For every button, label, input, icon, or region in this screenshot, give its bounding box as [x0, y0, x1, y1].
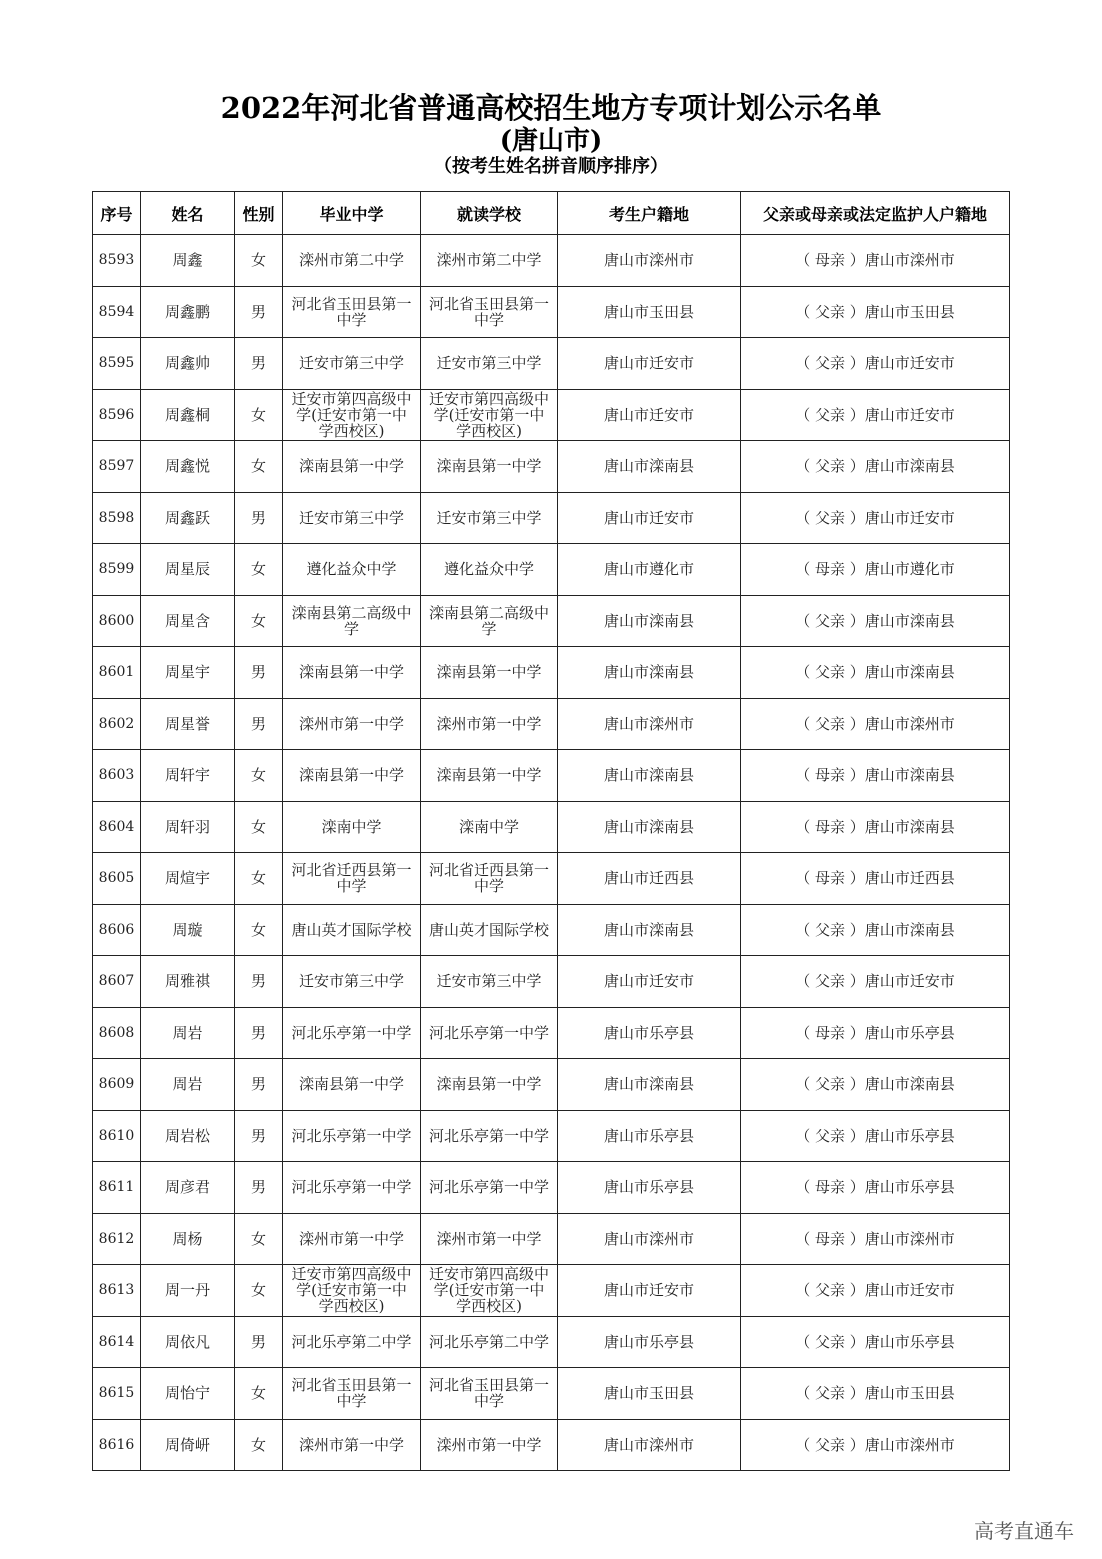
cell-gender: 女	[235, 544, 283, 596]
table-row	[93, 698, 1010, 750]
cell-household-registration: 唐山市滦南县	[558, 904, 741, 956]
cell-name: 周煊宇	[141, 853, 235, 905]
cell-guardian-registration: （ 父亲 ）唐山市乐亭县	[741, 1316, 1010, 1368]
table-row	[93, 750, 1010, 802]
cell-name: 周星含	[141, 595, 235, 647]
cell-current-school: 滦南中学	[421, 801, 558, 853]
cell-graduated-school: 唐山英才国际学校	[283, 904, 421, 956]
cell-graduated-school: 迁安市第三中学	[283, 492, 421, 544]
cell-current-school: 滦南县第一中学	[421, 441, 558, 493]
cell-guardian-registration: （ 母亲 ）唐山市迁西县	[741, 853, 1010, 905]
cell-seq: 8611	[93, 1162, 141, 1214]
cell-name: 周一丹	[141, 1265, 235, 1317]
cell-seq: 8604	[93, 801, 141, 853]
cell-graduated-school: 滦南县第一中学	[283, 647, 421, 699]
cell-current-school: 河北省玉田县第一中学	[421, 286, 558, 338]
cell-name: 周鑫	[141, 235, 235, 287]
cell-seq: 8601	[93, 647, 141, 699]
cell-graduated-school: 滦南县第一中学	[283, 1059, 421, 1111]
cell-current-school: 滦州市第一中学	[421, 1419, 558, 1471]
cell-current-school: 河北乐亭第一中学	[421, 1110, 558, 1162]
cell-gender: 女	[235, 389, 283, 441]
table-row	[93, 956, 1010, 1008]
cell-gender: 女	[235, 750, 283, 802]
cell-seq: 8614	[93, 1316, 141, 1368]
cell-household-registration: 唐山市乐亭县	[558, 1316, 741, 1368]
cell-graduated-school: 河北省迁西县第一中学	[283, 853, 421, 905]
header-gender: 性别	[235, 192, 283, 235]
cell-seq: 8606	[93, 904, 141, 956]
cell-graduated-school: 滦南中学	[283, 801, 421, 853]
cell-name: 周雅祺	[141, 956, 235, 1008]
cell-name: 周轩羽	[141, 801, 235, 853]
cell-household-registration: 唐山市乐亭县	[558, 1007, 741, 1059]
cell-guardian-registration: （ 母亲 ）唐山市滦南县	[741, 801, 1010, 853]
cell-graduated-school: 河北省玉田县第一中学	[283, 1368, 421, 1420]
table-row	[93, 1213, 1010, 1265]
cell-name: 周岩	[141, 1059, 235, 1111]
table-row	[93, 904, 1010, 956]
table-row	[93, 235, 1010, 287]
cell-household-registration: 唐山市迁安市	[558, 956, 741, 1008]
cell-gender: 女	[235, 1368, 283, 1420]
cell-household-registration: 唐山市滦南县	[558, 441, 741, 493]
cell-name: 周轩宇	[141, 750, 235, 802]
cell-household-registration: 唐山市乐亭县	[558, 1162, 741, 1214]
cell-current-school: 迁安市第四高级中学(迁安市第一中学西校区)	[421, 389, 558, 441]
cell-gender: 男	[235, 492, 283, 544]
cell-household-registration: 唐山市迁安市	[558, 338, 741, 390]
cell-current-school: 迁安市第三中学	[421, 338, 558, 390]
header-guardian-registration: 父亲或母亲或法定监护人户籍地	[741, 192, 1010, 235]
cell-graduated-school: 滦南县第一中学	[283, 441, 421, 493]
cell-name: 周鑫帅	[141, 338, 235, 390]
cell-name: 周岩	[141, 1007, 235, 1059]
cell-guardian-registration: （ 父亲 ）唐山市滦南县	[741, 1059, 1010, 1111]
table-row	[93, 1316, 1010, 1368]
cell-name: 周彦君	[141, 1162, 235, 1214]
cell-current-school: 滦州市第一中学	[421, 1213, 558, 1265]
cell-household-registration: 唐山市迁安市	[558, 389, 741, 441]
cell-seq: 8605	[93, 853, 141, 905]
cell-household-registration: 唐山市乐亭县	[558, 1110, 741, 1162]
cell-gender: 男	[235, 1059, 283, 1111]
cell-gender: 女	[235, 1265, 283, 1317]
cell-household-registration: 唐山市滦州市	[558, 698, 741, 750]
table-row	[93, 595, 1010, 647]
document-sort-note: （按考生姓名拼音顺序排序）	[434, 156, 668, 177]
cell-current-school: 滦南县第一中学	[421, 1059, 558, 1111]
cell-seq: 8603	[93, 750, 141, 802]
cell-current-school: 滦南县第二高级中学	[421, 595, 558, 647]
cell-current-school: 滦南县第一中学	[421, 647, 558, 699]
cell-gender: 女	[235, 595, 283, 647]
cell-current-school: 河北省玉田县第一中学	[421, 1368, 558, 1420]
cell-graduated-school: 河北乐亭第二中学	[283, 1316, 421, 1368]
header-current-school: 就读学校	[421, 192, 558, 235]
table-header-row	[93, 192, 1010, 235]
cell-guardian-registration: （ 父亲 ）唐山市迁安市	[741, 338, 1010, 390]
cell-guardian-registration: （ 母亲 ）唐山市滦州市	[741, 235, 1010, 287]
roster-table	[92, 191, 1010, 1471]
cell-household-registration: 唐山市滦州市	[558, 235, 741, 287]
cell-graduated-school: 滦州市第二中学	[283, 235, 421, 287]
cell-gender: 男	[235, 647, 283, 699]
cell-current-school: 遵化益众中学	[421, 544, 558, 596]
header-graduated-school: 毕业中学	[283, 192, 421, 235]
cell-household-registration: 唐山市滦南县	[558, 595, 741, 647]
cell-graduated-school: 滦南县第二高级中学	[283, 595, 421, 647]
cell-household-registration: 唐山市玉田县	[558, 286, 741, 338]
cell-household-registration: 唐山市玉田县	[558, 1368, 741, 1420]
cell-graduated-school: 迁安市第四高级中学(迁安市第一中学西校区)	[283, 389, 421, 441]
cell-gender: 女	[235, 1213, 283, 1265]
cell-seq: 8597	[93, 441, 141, 493]
cell-current-school: 滦南县第一中学	[421, 750, 558, 802]
cell-gender: 男	[235, 1316, 283, 1368]
cell-name: 周怡宁	[141, 1368, 235, 1420]
cell-seq: 8610	[93, 1110, 141, 1162]
cell-name: 周星辰	[141, 544, 235, 596]
cell-household-registration: 唐山市遵化市	[558, 544, 741, 596]
cell-guardian-registration: （ 父亲 ）唐山市迁安市	[741, 956, 1010, 1008]
cell-seq: 8608	[93, 1007, 141, 1059]
cell-guardian-registration: （ 父亲 ）唐山市玉田县	[741, 286, 1010, 338]
cell-seq: 8616	[93, 1419, 141, 1471]
cell-current-school: 河北乐亭第二中学	[421, 1316, 558, 1368]
cell-household-registration: 唐山市滦南县	[558, 647, 741, 699]
cell-guardian-registration: （ 父亲 ）唐山市滦南县	[741, 441, 1010, 493]
table-row	[93, 1419, 1010, 1471]
table-row	[93, 338, 1010, 390]
cell-guardian-registration: （ 父亲 ）唐山市迁安市	[741, 492, 1010, 544]
table-row	[93, 441, 1010, 493]
cell-name: 周岩松	[141, 1110, 235, 1162]
cell-guardian-registration: （ 父亲 ）唐山市乐亭县	[741, 1110, 1010, 1162]
cell-guardian-registration: （ 父亲 ）唐山市迁安市	[741, 1265, 1010, 1317]
cell-gender: 男	[235, 286, 283, 338]
table-row	[93, 492, 1010, 544]
cell-guardian-registration: （ 父亲 ）唐山市迁安市	[741, 389, 1010, 441]
cell-seq: 8599	[93, 544, 141, 596]
cell-gender: 女	[235, 904, 283, 956]
cell-graduated-school: 迁安市第四高级中学(迁安市第一中学西校区)	[283, 1265, 421, 1317]
cell-seq: 8593	[93, 235, 141, 287]
cell-gender: 女	[235, 235, 283, 287]
cell-gender: 男	[235, 698, 283, 750]
table-row	[93, 1162, 1010, 1214]
cell-name: 周鑫跃	[141, 492, 235, 544]
cell-current-school: 滦州市第一中学	[421, 698, 558, 750]
cell-name: 周鑫桐	[141, 389, 235, 441]
table-row	[93, 1110, 1010, 1162]
cell-graduated-school: 河北乐亭第一中学	[283, 1007, 421, 1059]
cell-seq: 8613	[93, 1265, 141, 1317]
cell-guardian-registration: （ 父亲 ）唐山市滦州市	[741, 1419, 1010, 1471]
cell-graduated-school: 迁安市第三中学	[283, 338, 421, 390]
table-row	[93, 389, 1010, 441]
header-name: 姓名	[141, 192, 235, 235]
cell-household-registration: 唐山市滦州市	[558, 1419, 741, 1471]
cell-name: 周杨	[141, 1213, 235, 1265]
cell-guardian-registration: （ 父亲 ）唐山市滦州市	[741, 698, 1010, 750]
cell-graduated-school: 河北省玉田县第一中学	[283, 286, 421, 338]
cell-seq: 8615	[93, 1368, 141, 1420]
cell-name: 周鑫悦	[141, 441, 235, 493]
cell-name: 周星誉	[141, 698, 235, 750]
cell-seq: 8594	[93, 286, 141, 338]
table-row	[93, 801, 1010, 853]
cell-household-registration: 唐山市迁安市	[558, 1265, 741, 1317]
cell-seq: 8595	[93, 338, 141, 390]
cell-household-registration: 唐山市滦南县	[558, 1059, 741, 1111]
table-row	[93, 1059, 1010, 1111]
table-row	[93, 1007, 1010, 1059]
document-subtitle-city: (唐山市)	[499, 126, 603, 156]
table-row	[93, 544, 1010, 596]
document-title: 2022年河北省普通高校招生地方专项计划公示名单	[220, 91, 882, 125]
cell-seq: 8607	[93, 956, 141, 1008]
cell-current-school: 唐山英才国际学校	[421, 904, 558, 956]
cell-name: 周星宇	[141, 647, 235, 699]
cell-gender: 女	[235, 853, 283, 905]
table-row	[93, 853, 1010, 905]
table-row	[93, 647, 1010, 699]
cell-guardian-registration: （ 母亲 ）唐山市滦州市	[741, 1213, 1010, 1265]
cell-name: 周鑫鹏	[141, 286, 235, 338]
cell-current-school: 迁安市第三中学	[421, 492, 558, 544]
cell-graduated-school: 迁安市第三中学	[283, 956, 421, 1008]
cell-household-registration: 唐山市滦州市	[558, 1213, 741, 1265]
table-row	[93, 286, 1010, 338]
cell-seq: 8612	[93, 1213, 141, 1265]
cell-graduated-school: 滦南县第一中学	[283, 750, 421, 802]
cell-current-school: 迁安市第四高级中学(迁安市第一中学西校区)	[421, 1265, 558, 1317]
cell-guardian-registration: （ 父亲 ）唐山市玉田县	[741, 1368, 1010, 1420]
cell-gender: 男	[235, 1162, 283, 1214]
cell-gender: 女	[235, 1419, 283, 1471]
cell-guardian-registration: （ 母亲 ）唐山市滦南县	[741, 750, 1010, 802]
cell-gender: 女	[235, 801, 283, 853]
cell-current-school: 迁安市第三中学	[421, 956, 558, 1008]
cell-gender: 男	[235, 1110, 283, 1162]
cell-guardian-registration: （ 父亲 ）唐山市滦南县	[741, 647, 1010, 699]
cell-current-school: 滦州市第二中学	[421, 235, 558, 287]
cell-guardian-registration: （ 父亲 ）唐山市滦南县	[741, 595, 1010, 647]
cell-guardian-registration: （ 父亲 ）唐山市滦南县	[741, 904, 1010, 956]
cell-guardian-registration: （ 母亲 ）唐山市乐亭县	[741, 1162, 1010, 1214]
cell-graduated-school: 遵化益众中学	[283, 544, 421, 596]
cell-name: 周璇	[141, 904, 235, 956]
cell-gender: 男	[235, 338, 283, 390]
cell-current-school: 河北省迁西县第一中学	[421, 853, 558, 905]
cell-seq: 8596	[93, 389, 141, 441]
cell-household-registration: 唐山市迁西县	[558, 853, 741, 905]
cell-household-registration: 唐山市滦南县	[558, 801, 741, 853]
cell-seq: 8602	[93, 698, 141, 750]
header-household-registration: 考生户籍地	[558, 192, 741, 235]
cell-gender: 女	[235, 441, 283, 493]
watermark-text: 高考直通车	[974, 1519, 1074, 1543]
cell-graduated-school: 河北乐亭第一中学	[283, 1110, 421, 1162]
cell-graduated-school: 滦州市第一中学	[283, 698, 421, 750]
cell-guardian-registration: （ 母亲 ）唐山市乐亭县	[741, 1007, 1010, 1059]
cell-name: 周倚岍	[141, 1419, 235, 1471]
table-row	[93, 1265, 1010, 1317]
cell-current-school: 河北乐亭第一中学	[421, 1162, 558, 1214]
cell-gender: 男	[235, 956, 283, 1008]
header-seq: 序号	[93, 192, 141, 235]
cell-seq: 8598	[93, 492, 141, 544]
cell-graduated-school: 滦州市第一中学	[283, 1419, 421, 1471]
cell-seq: 8609	[93, 1059, 141, 1111]
cell-graduated-school: 滦州市第一中学	[283, 1213, 421, 1265]
cell-household-registration: 唐山市滦南县	[558, 750, 741, 802]
cell-graduated-school: 河北乐亭第一中学	[283, 1162, 421, 1214]
table-row	[93, 1368, 1010, 1420]
cell-household-registration: 唐山市迁安市	[558, 492, 741, 544]
cell-seq: 8600	[93, 595, 141, 647]
cell-name: 周依凡	[141, 1316, 235, 1368]
cell-guardian-registration: （ 母亲 ）唐山市遵化市	[741, 544, 1010, 596]
cell-gender: 男	[235, 1007, 283, 1059]
cell-current-school: 河北乐亭第一中学	[421, 1007, 558, 1059]
